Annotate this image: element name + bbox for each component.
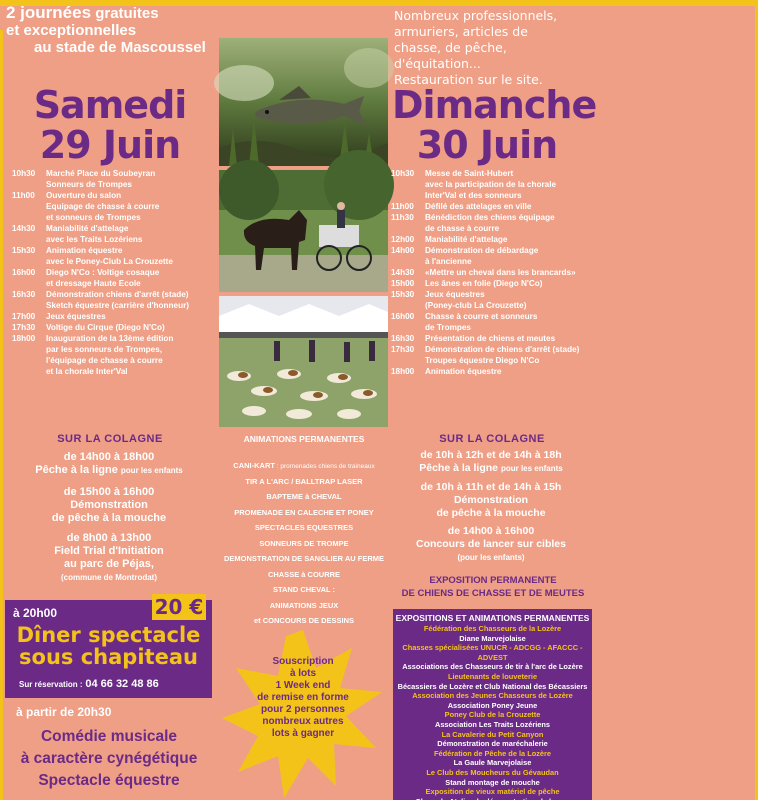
sunday-colagne-activities (384, 449, 598, 564)
expo-item: Démonstration de maréchalerie (437, 739, 548, 749)
schedule-time: 18h00 (12, 334, 36, 343)
schedule-row (12, 300, 212, 311)
schedule-desc: de Trompes (425, 323, 471, 332)
expo-item: La Gaule Marvejolaise (453, 758, 532, 768)
schedule-time (391, 256, 425, 267)
schedule-desc: (Poney-club La Crouzette) (425, 301, 527, 310)
sunday-colagne-title: SUR LA COLAGNE (439, 433, 545, 445)
expo-item: Bécassiers de Lozère et Club National des Bécassiers (397, 681, 588, 691)
schedule-row (12, 256, 212, 267)
schedule-desc: Inter'Val et des sonneurs (425, 191, 522, 200)
expo-list (393, 624, 592, 806)
horse-carriage-image-icon (219, 170, 388, 292)
permanent-item-main: CHASSE à COURRE (267, 569, 341, 579)
schedule-row (12, 245, 212, 256)
schedule-row (391, 322, 593, 333)
sat-p2-act1: Démonstration (70, 499, 148, 511)
sun-p1-act: Pêche à la ligne (419, 462, 499, 474)
permanent-item (212, 521, 396, 537)
schedule-desc: Défilé des attelages en ville (425, 202, 532, 211)
schedule-row (391, 256, 593, 267)
permanent-item (212, 599, 396, 615)
sun-p3-small: (pour les enfants) (457, 553, 525, 562)
schedule-row (391, 311, 593, 322)
expo-item: Fédération de Pêche de la Lozère (433, 748, 552, 758)
saturday-colagne-activities (4, 451, 214, 584)
schedule-row (391, 333, 593, 344)
expo-item: Le Club des Moucheurs du Gévaudan (426, 767, 559, 777)
schedule-row (391, 223, 593, 234)
intro-line1b: gratuites (95, 5, 159, 22)
schedule-row (391, 201, 593, 212)
permanent-item-main: TIR A L'ARC / BALLTRAP LASER (245, 476, 363, 486)
schedule-time (391, 355, 425, 366)
expo-item: Charpal : Atelier de démonstration de leurre (415, 796, 570, 806)
sun-p2-act1: Démonstration (453, 494, 529, 506)
sun-p2-time: de 10h à 11h et de 14h à 15h (420, 481, 562, 493)
expo-item: Chasses spécialisées UNUCR - ADCGG - AFACCC - ADVEST (402, 643, 583, 662)
schedule-row (12, 168, 212, 179)
schedule-time (12, 300, 46, 311)
schedule-row (12, 344, 212, 355)
schedule-time: 10h30 (12, 169, 36, 178)
reservation-phone: 04 66 32 48 86 (85, 678, 159, 690)
schedule-time: 17h00 (12, 312, 36, 321)
horse-carriage-photo (219, 170, 388, 292)
schedule-time (12, 201, 46, 212)
schedule-time: 17h30 (391, 345, 415, 354)
permanent-item (212, 552, 396, 568)
left-accent-bar (0, 30, 3, 800)
schedule-time: 15h30 (391, 290, 415, 299)
expo-perm-line1: EXPOSITION PERMANENTE (429, 575, 557, 586)
schedule-row (12, 234, 212, 245)
sat-p2-act2: de pêche à la mouche (51, 512, 167, 524)
right-accent-bar (755, 0, 758, 800)
schedule-time (391, 223, 425, 234)
schedule-time (391, 300, 425, 311)
schedule-row (12, 190, 212, 201)
schedule-row (391, 278, 593, 289)
schedule-row (391, 234, 593, 245)
schedule-desc: Jeux équestres (425, 290, 485, 299)
schedule-time (391, 190, 425, 201)
dinner-title2: sous chapiteau (19, 645, 198, 669)
dinner-time: à 20h00 (13, 606, 58, 620)
schedule-row (391, 267, 593, 278)
schedule-time: 18h00 (391, 367, 415, 376)
sun-p3-act1: Concours de lancer sur cibles (416, 538, 566, 550)
schedule-desc: avec la participation de la chorale (425, 180, 557, 189)
schedule-row (391, 289, 593, 300)
schedule-row (12, 289, 212, 300)
schedule-time: 16h00 (12, 268, 36, 277)
schedule-desc: avec les Traits Lozériens (46, 235, 143, 244)
schedule-row (391, 190, 593, 201)
permanent-item (212, 506, 396, 522)
evening-program (4, 726, 214, 792)
sun-p2-act2: de pêche à la mouche (436, 507, 546, 519)
star-line: pour 2 personnes (261, 704, 345, 715)
schedule-row (12, 311, 212, 322)
sat-p3-act1: Field Trial d'Initiation (54, 545, 164, 557)
schedule-time: 15h30 (12, 246, 36, 255)
dinner-title1: Dîner spectacle (16, 623, 201, 647)
schedule-row (391, 366, 593, 377)
schedule-time (391, 179, 425, 190)
schedule-desc: «Mettre un cheval dans les brancards» (425, 268, 576, 277)
schedule-desc: l'équipage de chasse à courre (46, 356, 163, 365)
schedule-row (12, 333, 212, 344)
schedule-row (12, 267, 212, 278)
saturday-day: Samedi (33, 83, 187, 127)
expo-item: Fédération des Chasseurs de la Lozère (423, 624, 562, 633)
schedule-row (12, 179, 212, 190)
sun-p1-small: pour les enfants (500, 464, 563, 473)
expo-item: Association des Jeunes Chasseurs de Lozère (412, 691, 573, 701)
schedule-desc: Voltige du Cirque (Diego N'Co) (46, 323, 165, 332)
permanent-item-extra: : promenades chiens de traineaux (274, 463, 375, 470)
schedule-desc: Troupes équestre Diego N'Co (425, 356, 540, 365)
schedule-row (391, 355, 593, 366)
schedule-desc: Démonstration de débardage (425, 246, 539, 255)
schedule-desc: et dressage Haute Ecole (46, 279, 141, 288)
schedule-time: 15h00 (391, 279, 415, 288)
schedule-time: 14h30 (12, 224, 36, 233)
sunday-date: 30 Juin (416, 123, 558, 167)
evening-l1: Comédie musicale (40, 728, 178, 745)
schedule-desc: Equipage de chasse à courre (46, 202, 160, 211)
dinner-reservation (19, 678, 159, 690)
schedule-time: 11h00 (391, 202, 414, 211)
star-line: 1 Week end (275, 680, 331, 691)
permanent-item-main: SONNEURS DE TROMPE (259, 538, 349, 548)
schedule-time: 12h00 (391, 235, 415, 244)
expo-item: Diane Marvejolaise (459, 633, 526, 643)
schedule-time (12, 234, 46, 245)
permanent-item (212, 490, 396, 506)
expo-item: Poney Club de la Crouzette (444, 710, 541, 720)
sat-p1-time: de 14h00 à 18h00 (63, 451, 155, 463)
star-line: lots à gagner (271, 728, 335, 739)
schedule-time (12, 344, 46, 355)
schedule-row (391, 300, 593, 311)
schedule-row (12, 322, 212, 333)
sat-p2-time: de 15h00 à 16h00 (63, 486, 155, 498)
saturday-date: 29 Juin (39, 123, 181, 167)
expo-item: Stand montage de mouche (445, 777, 540, 787)
permanent-item-main: BAPTEME à CHEVAL (266, 492, 342, 501)
permanent-item-main: PROMENADE EN CALECHE ET PONEY (234, 507, 374, 517)
permanent-item (212, 537, 396, 553)
fish-photo (219, 38, 388, 166)
hunting-dogs-image-icon (219, 296, 388, 427)
schedule-desc: Ouverture du salon (46, 191, 122, 200)
permanent-item-main: ANIMATIONS JEUX (269, 600, 339, 610)
schedule-desc: avec le Poney-Club La Crouzette (46, 257, 173, 266)
schedule-row (391, 344, 593, 355)
schedule-row (391, 212, 593, 223)
permanent-item-main: et CONCOURS DE DESSINS (253, 616, 355, 625)
sun-p1-time: de 10h à 12h et de 14h à 18h (420, 449, 562, 461)
sat-p3-act2: au parc de Péjas, (64, 558, 154, 570)
schedule-row (391, 245, 593, 256)
intro-line2: et exceptionnelles (6, 22, 137, 39)
schedule-desc: Animation équestre (425, 367, 502, 376)
schedule-time: 11h30 (391, 213, 414, 222)
schedule-time (12, 212, 46, 223)
expo-item: Exposition de vieux matériel de pêche (425, 787, 560, 797)
schedule-row (12, 212, 212, 223)
expositions-box (393, 609, 592, 806)
schedule-desc: Présentation de chiens et meutes (425, 334, 556, 343)
schedule-row (391, 168, 593, 179)
schedule-time: 16h00 (391, 312, 415, 321)
sun-p3-time: de 14h00 à 16h00 (447, 525, 535, 537)
schedule-desc: Démonstration chiens d'arrêt (stade) (46, 290, 189, 299)
schedule-desc: Maniabilité d'attelage (425, 235, 508, 244)
expo-perm-line2: DE CHIENS DE CHASSE ET DE MEUTES (401, 588, 585, 599)
saturday-schedule (12, 168, 212, 377)
schedule-time (391, 322, 425, 333)
permanent-item (212, 475, 396, 491)
price-badge: 20 € (152, 594, 206, 620)
sat-p1-small: pour les enfants (120, 466, 183, 475)
schedule-row (12, 366, 212, 377)
permanent-item-main: CANI-KART (233, 461, 275, 470)
permanent-item (212, 568, 396, 584)
reservation-label: Sur réservation : (19, 680, 83, 689)
schedule-desc: de chasse à courre (425, 224, 500, 233)
permanent-item-main: STAND CHEVAL : (272, 585, 336, 594)
saturday-colagne-title: SUR LA COLAGNE (57, 433, 163, 445)
schedule-row (12, 278, 212, 289)
schedule-desc: Messe de Saint-Hubert (425, 169, 514, 178)
schedule-time: 11h00 (12, 191, 35, 200)
star-line: de remise en forme (257, 692, 349, 703)
schedule-row (12, 355, 212, 366)
intro-line1a: 2 journées (6, 3, 92, 22)
intro-heading (6, 4, 216, 56)
permanent-item (212, 583, 396, 599)
star-text (222, 656, 384, 740)
schedule-desc: Sonneurs de Trompes (46, 180, 132, 189)
schedule-desc: Jeux équestres (46, 312, 106, 321)
hunting-dogs-photo (219, 296, 388, 427)
expo-item: Lieutenants de louveterie (447, 671, 538, 681)
schedule-time (12, 278, 46, 289)
schedule-desc: et la chorale Inter'Val (46, 367, 128, 376)
evening-l3: Spectacle équestre (38, 772, 180, 789)
permanent-item-main: SPECTACLES EQUESTRES (254, 523, 354, 532)
schedule-desc: Chasse à courre et sonneurs (425, 312, 538, 321)
right-intro-text: Nombreux professionnels, armuriers, articles de chasse, de pêche, d'équitation... Restauration sur le site. (394, 8, 558, 87)
permanent-list (212, 459, 396, 630)
star-line: nombreux autres (262, 716, 344, 727)
schedule-desc: Bénédiction des chiens équipage (425, 213, 555, 222)
schedule-time: 14h30 (391, 268, 415, 277)
schedule-desc: Marché Place du Soubeyran (46, 169, 156, 178)
star-badge (222, 630, 384, 800)
schedule-desc: Sketch équestre (carrière d'honneur) (46, 301, 189, 310)
schedule-row (391, 179, 593, 190)
schedule-desc: Inauguration de la 13ème édition (46, 334, 174, 343)
schedule-time (12, 256, 46, 267)
sat-p1-act: Pêche à la ligne (35, 464, 118, 476)
evening-l2: à caractère cynégétique (20, 750, 198, 767)
schedule-desc: Animation équestre (46, 246, 123, 255)
dinner-title (5, 624, 212, 668)
permanent-title: ANIMATIONS PERMANENTES (243, 434, 365, 444)
schedule-row (12, 201, 212, 212)
expo-item: Associations des Chasseurs de tir à l'arc de Lozère (402, 662, 583, 672)
expo-item: La Cavalerie du Petit Canyon (441, 729, 544, 739)
schedule-time: 14h00 (391, 246, 415, 255)
fish-image-icon (219, 38, 388, 166)
sat-p3-small: (commune de Montrodat) (61, 573, 157, 582)
schedule-row (12, 223, 212, 234)
schedule-desc: Diego N'Co : Voltige cosaque (46, 268, 160, 277)
schedule-desc: Maniabilité d'attelage (46, 224, 129, 233)
intro-line3: au stade de Mascoussel (34, 39, 206, 56)
star-line: à lots (289, 668, 317, 679)
evening-start: à partir de 20h30 (16, 705, 112, 719)
schedule-time: 16h30 (391, 334, 415, 343)
schedule-time: 16h30 (12, 290, 36, 299)
expo-title: EXPOSITIONS ET ANIMATIONS PERMANENTES (395, 613, 590, 623)
schedule-desc: à l'ancienne (425, 257, 472, 266)
schedule-desc: Les ânes en folie (Diego N'Co) (425, 279, 543, 288)
schedule-time: 17h30 (12, 323, 36, 332)
schedule-time (12, 366, 46, 377)
schedule-time (12, 355, 46, 366)
expo-item: Association Les Traits Lozériens (434, 719, 550, 729)
sunday-day: Dimanche (392, 83, 597, 127)
star-line: Souscription (272, 656, 334, 667)
schedule-time (12, 179, 46, 190)
schedule-desc: et sonneurs de Trompes (46, 213, 141, 222)
sunday-schedule (391, 168, 593, 377)
permanent-item (212, 459, 396, 475)
permanent-item-main: DEMONSTRATION DE SANGLIER AU FERME (223, 554, 384, 563)
permanent-item (212, 614, 396, 630)
expo-item: Association Poney Jeune (447, 700, 538, 710)
expo-permanente (390, 574, 596, 600)
sat-p3-time: de 8h00 à 13h00 (66, 532, 152, 544)
schedule-desc: Démonstration de chiens d'arrêt (stade) (425, 345, 580, 354)
schedule-time: 10h30 (391, 169, 415, 178)
schedule-desc: par les sonneurs de Trompes, (46, 345, 163, 354)
